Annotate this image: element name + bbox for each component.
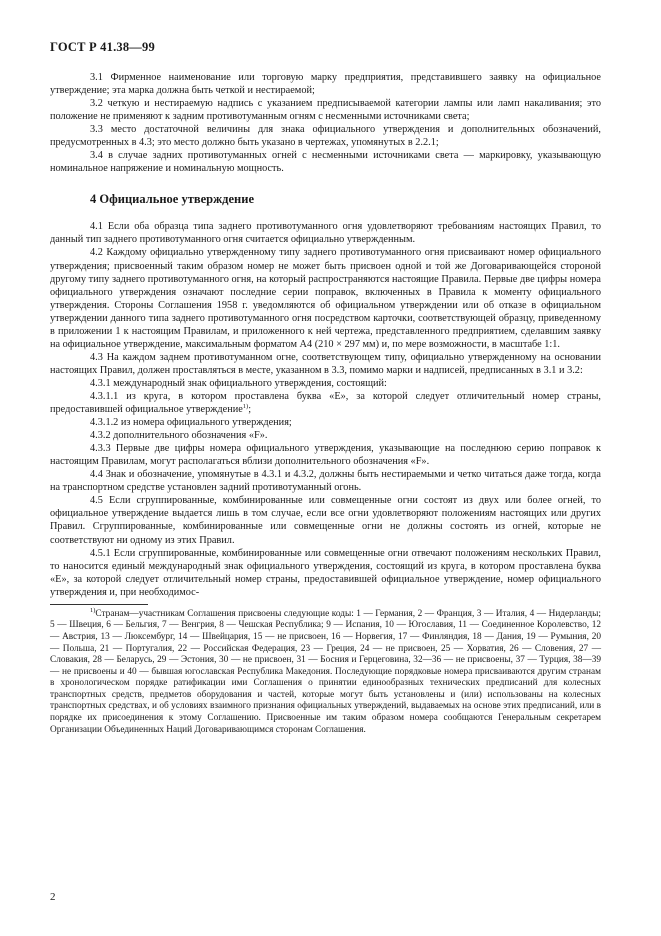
paragraph-4-3-1-2: 4.3.1.2 из номера официального утверждения;: [90, 417, 292, 429]
paragraph-4-5-1: 4.5.1 Если сгруппированные, комбинированные или совмещенные огни отвечают положениям нескольких Правил, то наносится единый международный знак официального утверждения, состоящий из круга, в котором проставлена буква «Е», за которой следует отличительный номер страны, предоставившей официальное утверждение, номер официального утверждения и, при необходимос-: [50, 547, 601, 598]
footnote-divider: [50, 604, 148, 605]
paragraph-3-1: 3.1 Фирменное наименование или торговую марку предприятия, представившего заявку на официальное утверждение; эта марка должна быть четкой и нестираемой;: [50, 72, 601, 97]
footnote: [50, 606, 601, 737]
paragraph-4-2: 4.2 Каждому официально утвержденному типу заднего противотуманного огня присваивают номер официального утверждения; присвоенный таким образом номер не может быть присвоен одной и той же Договаривающейся стороной другому типу заднего противотуманного огня, на который распространяются настоящие Правила. Первые две цифры номера официального утверждения означают последние серии поправок, включенных в Правила к моменту официального утверждения. Стороны Соглашения 1958 г. уведомляются об официальном утверждении или об отказе в официальном утверждении данного типа заднего противотуманного огня посредством карточки, соответствующей образцу, приведенному в приложении 1 к настоящим Правилам, и приложенного к ней чертежа, представленного предприятием, сделавшим заявку на официальное утверждение, максимальным форматом А4 (210 × 297 мм) и, по мере возможности, в масштабе 1:1.: [50, 247, 601, 350]
paragraph-4-3: 4.3 На каждом заднем противотуманном огне, соответствующем типу, официально утвержденному на основании настоящих Правил, должен проставляться в месте, указанном в 3.3, помимо марки и надписей, предписанных в 3.1 и 3.2:: [50, 351, 601, 376]
paragraph-4-3-1-1-text: 4.3.1.1 из круга, в котором проставлена буква «Е», за которой следует отличительный номер страны, предоставившей официальное утверждение: [50, 390, 601, 416]
paragraph-3-4: 3.4 в случае задних противотуманных огней с несменными источниками света — маркировку, указывающую номинальное напряжение и номинальную мощность.: [50, 150, 601, 175]
paragraph-4-4: 4.4 Знак и обозначение, упомянутые в 4.3.1 и 4.3.2, должны быть нестираемыми и четко читаться даже тогда, когда на транспортном средстве установлен задний противотуманный огонь.: [50, 469, 601, 494]
footnote-text: Странам—участникам Соглашения присвоены следующие коды: 1 — Германия, 2 — Франция, 3 — Италия, 4 — Нидерланды; 5 — Швеция, 6 — Бельгия, 7 — Венгрия, 8 — Чешская Республика; 9 — Испания, 10 — Югославия, 11 — Соединенное Королевство, 12 — Австрия, 13 — Люксембург, 14 — Швейцария, 15 — не присвоен, 16 — Норвегия, 17 — Финляндия, 18 — Дания, 19 — Румыния, 20 — Польша, 21 — Португалия, 22 — Российская Федерация, 23 — Греция, 24 — не присвоен, 25 — Хорватия, 26 — Словения, 27 — Словакия, 28 — Беларусь, 29 — Эстония, 30 — не присвоен, 31 — Босния и Герцеговина, 32—36 — не присвоены, 37 — Турция, 38—39 — не присвоены и 40 — бывшая югославская Республика Македония. Последующие порядковые номера присваиваются другим странам в хронологическом порядке ратификации ими Соглашения о принятии единообразных технических предписаний для колесных транспортных средств, предметов оборудования и частей, которые могут быть установлены и (или) использованы на колесных транспортных средствах, и об условиях взаимного признания официальных утверждений, выдаваемых на основе этих предписаний, или в порядке их присоединения к этому Соглашению. Присвоенные им таким образом номера сообщаются Генеральным секретарем Организации Объединенных Наций Договаривающимся сторонам Соглашения.: [50, 608, 601, 735]
paragraph-4-1: 4.1 Если оба образца типа заднего противотуманного огня удовлетворяют требованиям настоящих Правил, то данный тип заднего противотуманного огня считается официально утвержденным.: [50, 221, 601, 246]
section-title: 4 Официальное утверждение: [90, 192, 254, 207]
paragraph-3-3: 3.3 место достаточной величины для знака официального утверждения и дополнительных обозначений, предусмотренных в 4.3; это место должно быть указано в чертежах, упомянутых в 2.2.1;: [50, 124, 601, 149]
paragraph-4-5: 4.5 Если сгруппированные, комбинированные или совмещенные огни состоят из двух или более огней, то официальное утверждение выдается лишь в том случае, если все огни удовлетворяют положениям настоящих или других Правил. Сгруппированные, комбинированные или совмещенные огни не должны состоять из огней, которые не соответствуют ни одному из этих Правил.: [50, 495, 601, 546]
paragraph-3-2: 3.2 четкую и нестираемую надпись с указанием предписываемой категории лампы или ламп накаливания; это положение не применяют к задним противотуманным огням с несменными источниками света;: [50, 98, 601, 123]
footnote-mark: 1): [90, 606, 96, 614]
footnote-paragraph: [50, 606, 601, 737]
paragraph-4-3-3: 4.3.3 Первые две цифры номера официального утверждения, указывающие на последнюю серию поправок к настоящим Правилам, могут располагаться вблизи дополнительного обозначения «F».: [50, 443, 601, 468]
paragraph-4-3-1-1-tail: ;: [248, 404, 252, 416]
document-header: ГОСТ Р 41.38—99: [50, 40, 155, 54]
page-number: 2: [50, 891, 56, 903]
paragraph-4-3-2: 4.3.2 дополнительного обозначения «F».: [90, 430, 268, 442]
paragraph-4-3-1-1: [50, 390, 601, 416]
footnote-reference: 1): [242, 403, 249, 411]
paragraph-4-3-1: 4.3.1 международный знак официального утверждения, состоящий:: [90, 377, 387, 389]
page-content: [50, 71, 601, 736]
